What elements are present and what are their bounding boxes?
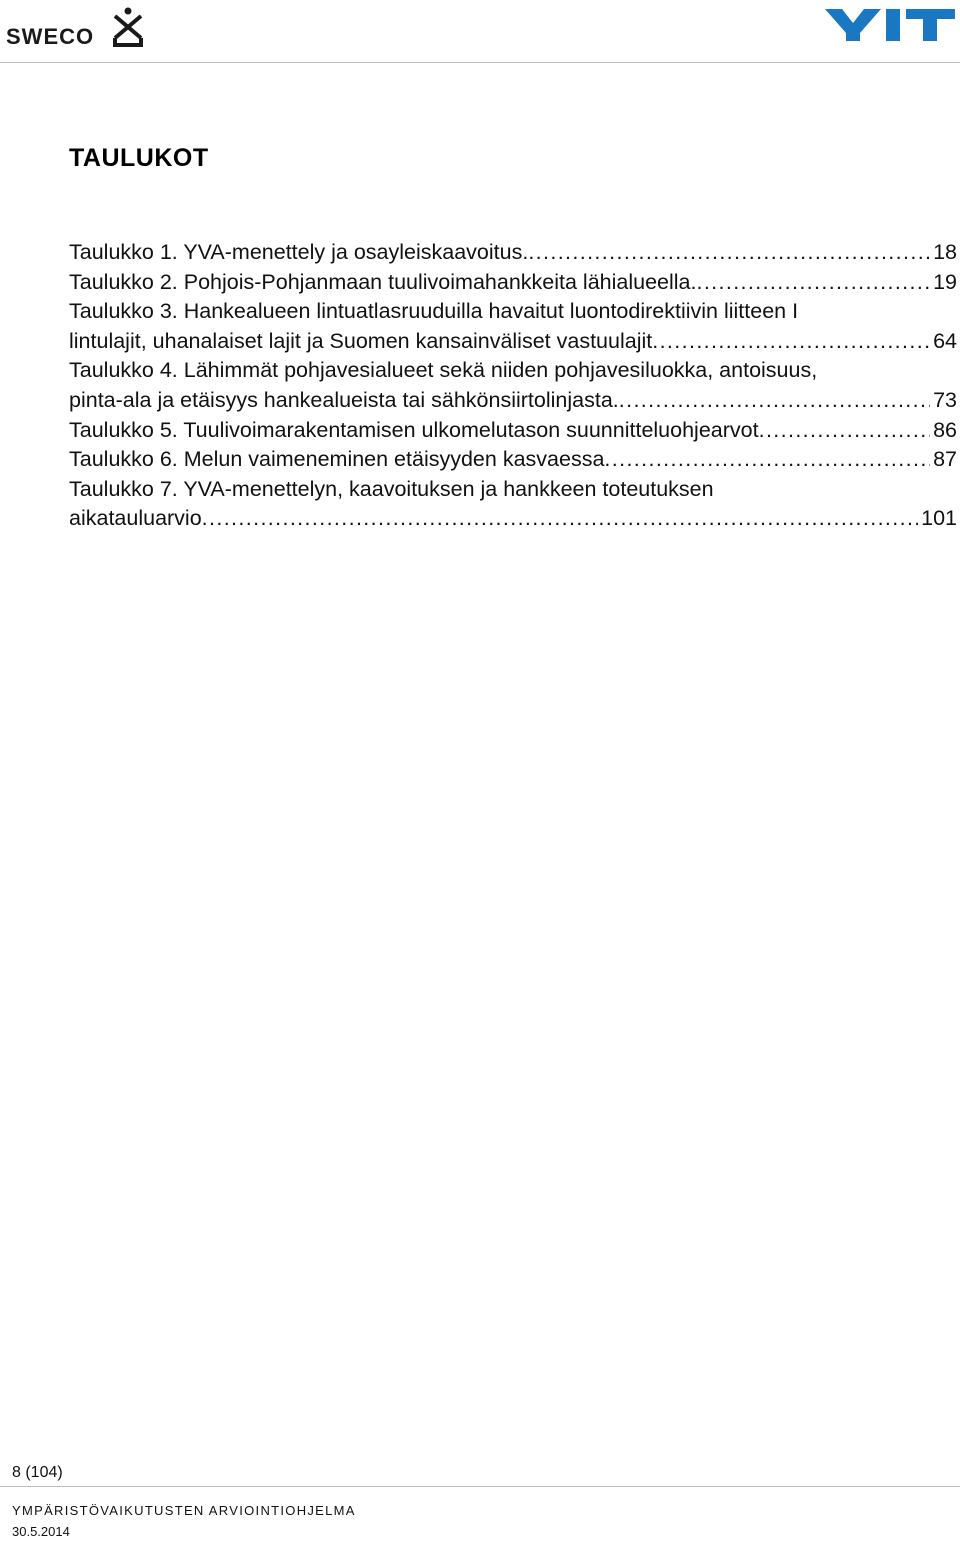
toc-entry[interactable] xyxy=(69,475,957,534)
dot-leader xyxy=(604,445,930,475)
toc-entry[interactable] xyxy=(69,356,957,415)
table-of-tables xyxy=(69,238,957,534)
page-number: 8 (104) xyxy=(12,1464,63,1481)
toc-entry-text: Taulukko 6. Melun vaimeneminen etäisyyden kasvaessa xyxy=(69,447,605,472)
toc-entry[interactable] xyxy=(69,445,957,475)
toc-entry-text: pinta-ala ja etäisyys hankealueista tai sähkönsiirtolinjasta. xyxy=(69,387,619,412)
toc-entry[interactable] xyxy=(69,268,957,298)
toc-entry[interactable] xyxy=(69,238,957,268)
dot-leader xyxy=(619,386,930,416)
page-header xyxy=(0,0,960,64)
footer-date: 30.5.2014 xyxy=(12,1524,70,1539)
toc-entry[interactable] xyxy=(69,297,957,356)
toc-entry-text: Taulukko 5. Tuulivoimarakentamisen ulkomelutason suunnitteluohjearvot xyxy=(69,417,759,442)
dot-leader xyxy=(652,327,930,357)
toc-page-number: 87 xyxy=(933,447,957,472)
header-divider xyxy=(0,62,960,63)
footer-document-title: YMPÄRISTÖVAIKUTUSTEN ARVIOINTIOHJELMA xyxy=(12,1503,356,1518)
dot-leader xyxy=(202,504,918,534)
toc-page-number: 73 xyxy=(933,387,957,412)
dot-leader xyxy=(696,268,930,298)
dot-leader xyxy=(759,416,930,446)
toc-entry-text: aikatauluarvio xyxy=(69,506,202,531)
toc-page-number: 64 xyxy=(933,328,957,353)
toc-title: TAULUKOT xyxy=(69,144,209,172)
toc-page-number: 19 xyxy=(933,269,957,294)
toc-entry-text: Taulukko 2. Pohjois-Pohjanmaan tuulivoimahankkeita lähialueella. xyxy=(69,269,697,294)
toc-page-number: 18 xyxy=(933,240,957,264)
toc-entry-text: lintulajit, uhanalaiset lajit ja Suomen kansainväliset vastuulajit xyxy=(69,328,653,353)
toc-entry-text: Taulukko 3. Hankealueen lintuatlasruuduilla havaitut luontodirektiivin liitteen I xyxy=(69,299,799,324)
svg-text:SWECO: SWECO xyxy=(6,24,95,48)
toc-entry-text: Taulukko 7. YVA-menettelyn, kaavoituksen ja hankkeen toteutuksen xyxy=(69,476,714,501)
toc-page-number: 101 xyxy=(921,506,957,531)
yit-logo xyxy=(820,4,958,44)
toc-entry-text: Taulukko 4. Lähimmät pohjavesialueet sekä niiden pohjavesiluokka, antoisuus, xyxy=(69,358,818,383)
toc-entry[interactable] xyxy=(69,416,957,446)
footer-divider xyxy=(0,1486,960,1487)
sweco-logo xyxy=(4,4,144,48)
toc-page-number: 86 xyxy=(933,417,957,442)
dot-leader xyxy=(528,238,930,268)
toc-entry-text: Taulukko 1. YVA-menettely ja osayleiskaavoitus. xyxy=(69,240,529,264)
